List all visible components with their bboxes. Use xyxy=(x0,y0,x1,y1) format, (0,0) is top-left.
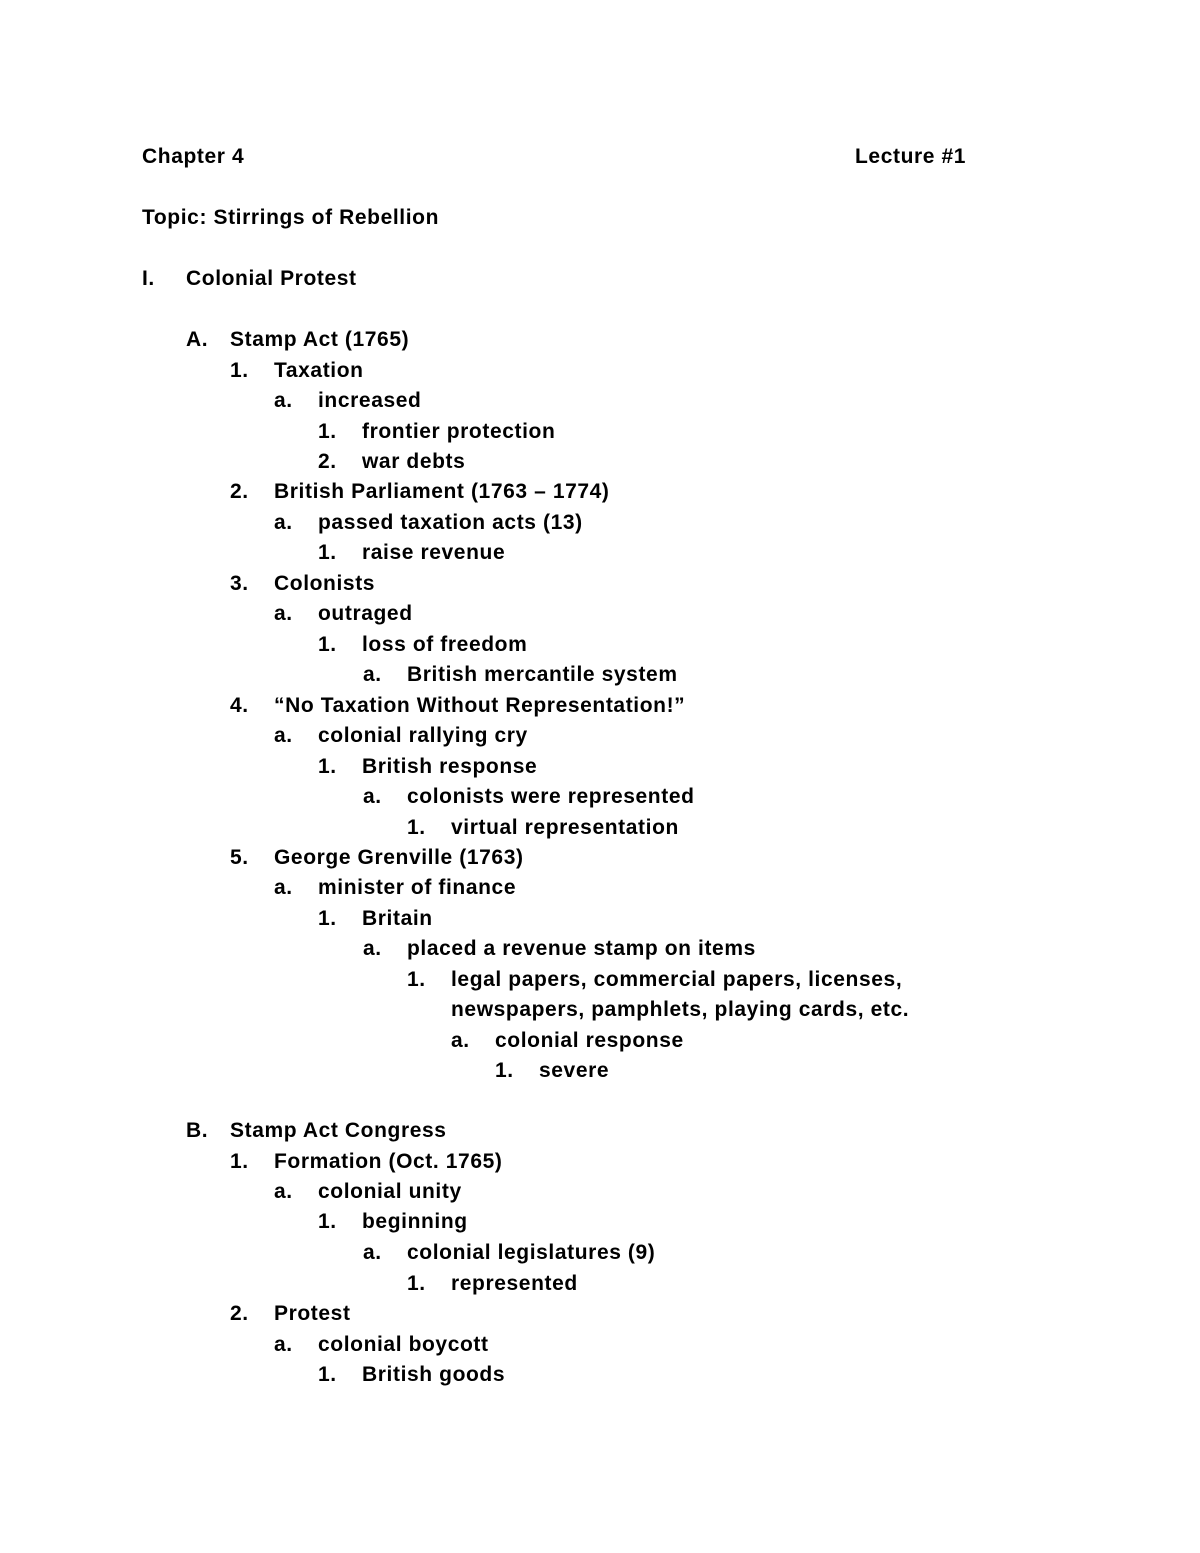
outline-text: George Grenville (1763) xyxy=(274,846,524,869)
chapter-heading: Chapter 4 xyxy=(142,145,245,168)
outline-text: British Parliament (1763 – 1774) xyxy=(274,480,610,503)
outline-text: Protest xyxy=(274,1302,351,1325)
outline-text: “No Taxation Without Representation!” xyxy=(274,694,686,717)
outline-marker: 1. xyxy=(318,633,337,656)
outline-marker: 1. xyxy=(318,755,337,778)
outline-text: colonists were represented xyxy=(407,785,695,808)
outline-marker: a. xyxy=(363,1241,382,1264)
outline-marker: a. xyxy=(274,1333,293,1356)
outline-marker: 2. xyxy=(318,450,337,473)
outline-marker: a. xyxy=(451,1029,470,1052)
outline-text: British mercantile system xyxy=(407,663,678,686)
outline-text: severe xyxy=(539,1059,610,1082)
outline-marker: a. xyxy=(274,876,293,899)
outline-marker: A. xyxy=(186,328,209,351)
outline-text: placed a revenue stamp on items xyxy=(407,937,756,960)
outline-marker: 1. xyxy=(495,1059,514,1082)
outline-text: loss of freedom xyxy=(362,633,528,656)
outline-marker: 4. xyxy=(230,694,249,717)
outline-marker: 2. xyxy=(230,480,249,503)
outline-marker: 1. xyxy=(318,541,337,564)
outline-text: war debts xyxy=(362,450,466,473)
outline-text: legal papers, commercial papers, licenses, xyxy=(451,968,903,991)
outline-marker: 5. xyxy=(230,846,249,869)
outline-text: Colonists xyxy=(274,572,376,595)
outline-marker: a. xyxy=(274,724,293,747)
outline-marker: B. xyxy=(186,1119,209,1142)
outline-text: outraged xyxy=(318,602,413,625)
outline-marker: 1. xyxy=(407,1272,426,1295)
outline-marker: 1. xyxy=(230,359,249,382)
outline-marker: 1. xyxy=(318,1363,337,1386)
outline-text: Colonial Protest xyxy=(186,267,357,290)
outline-marker: 2. xyxy=(230,1302,249,1325)
outline-text: beginning xyxy=(362,1210,468,1233)
outline-marker: a. xyxy=(274,511,293,534)
outline-text: Britain xyxy=(362,907,433,930)
outline-text: minister of finance xyxy=(318,876,517,899)
outline-text: colonial unity xyxy=(318,1180,462,1203)
outline-text: colonial legislatures (9) xyxy=(407,1241,656,1264)
outline-text: Formation (Oct. 1765) xyxy=(274,1150,503,1173)
outline-marker: 1. xyxy=(318,907,337,930)
outline-marker: 1. xyxy=(318,1210,337,1233)
outline-text: frontier protection xyxy=(362,420,556,443)
outline-text: represented xyxy=(451,1272,578,1295)
outline-text: Stamp Act (1765) xyxy=(230,328,410,351)
outline-text: Stamp Act Congress xyxy=(230,1119,447,1142)
outline-text: Taxation xyxy=(274,359,364,382)
lecture-heading: Lecture #1 xyxy=(855,145,967,168)
outline-marker: a. xyxy=(274,389,293,412)
outline-marker: I. xyxy=(142,267,155,290)
outline-marker: 1. xyxy=(407,968,426,991)
outline-marker: a. xyxy=(363,785,382,808)
outline-text: newspapers, pamphlets, playing cards, etc. xyxy=(451,998,910,1021)
outline-text: virtual representation xyxy=(451,816,679,839)
outline-marker: 1. xyxy=(318,420,337,443)
topic-line: Topic: Stirrings of Rebellion xyxy=(142,206,440,229)
outline-text: British goods xyxy=(362,1363,506,1386)
outline-marker: a. xyxy=(363,663,382,686)
outline-marker: a. xyxy=(274,602,293,625)
outline-marker: a. xyxy=(274,1180,293,1203)
outline-marker: a. xyxy=(363,937,382,960)
outline-text: increased xyxy=(318,389,422,412)
outline-text: colonial boycott xyxy=(318,1333,489,1356)
outline-text: British response xyxy=(362,755,538,778)
outline-text: colonial response xyxy=(495,1029,684,1052)
outline-text: passed taxation acts (13) xyxy=(318,511,583,534)
outline-marker: 3. xyxy=(230,572,249,595)
outline-marker: 1. xyxy=(407,816,426,839)
outline-text: colonial rallying cry xyxy=(318,724,528,747)
outline-marker: 1. xyxy=(230,1150,249,1173)
outline-text: raise revenue xyxy=(362,541,506,564)
